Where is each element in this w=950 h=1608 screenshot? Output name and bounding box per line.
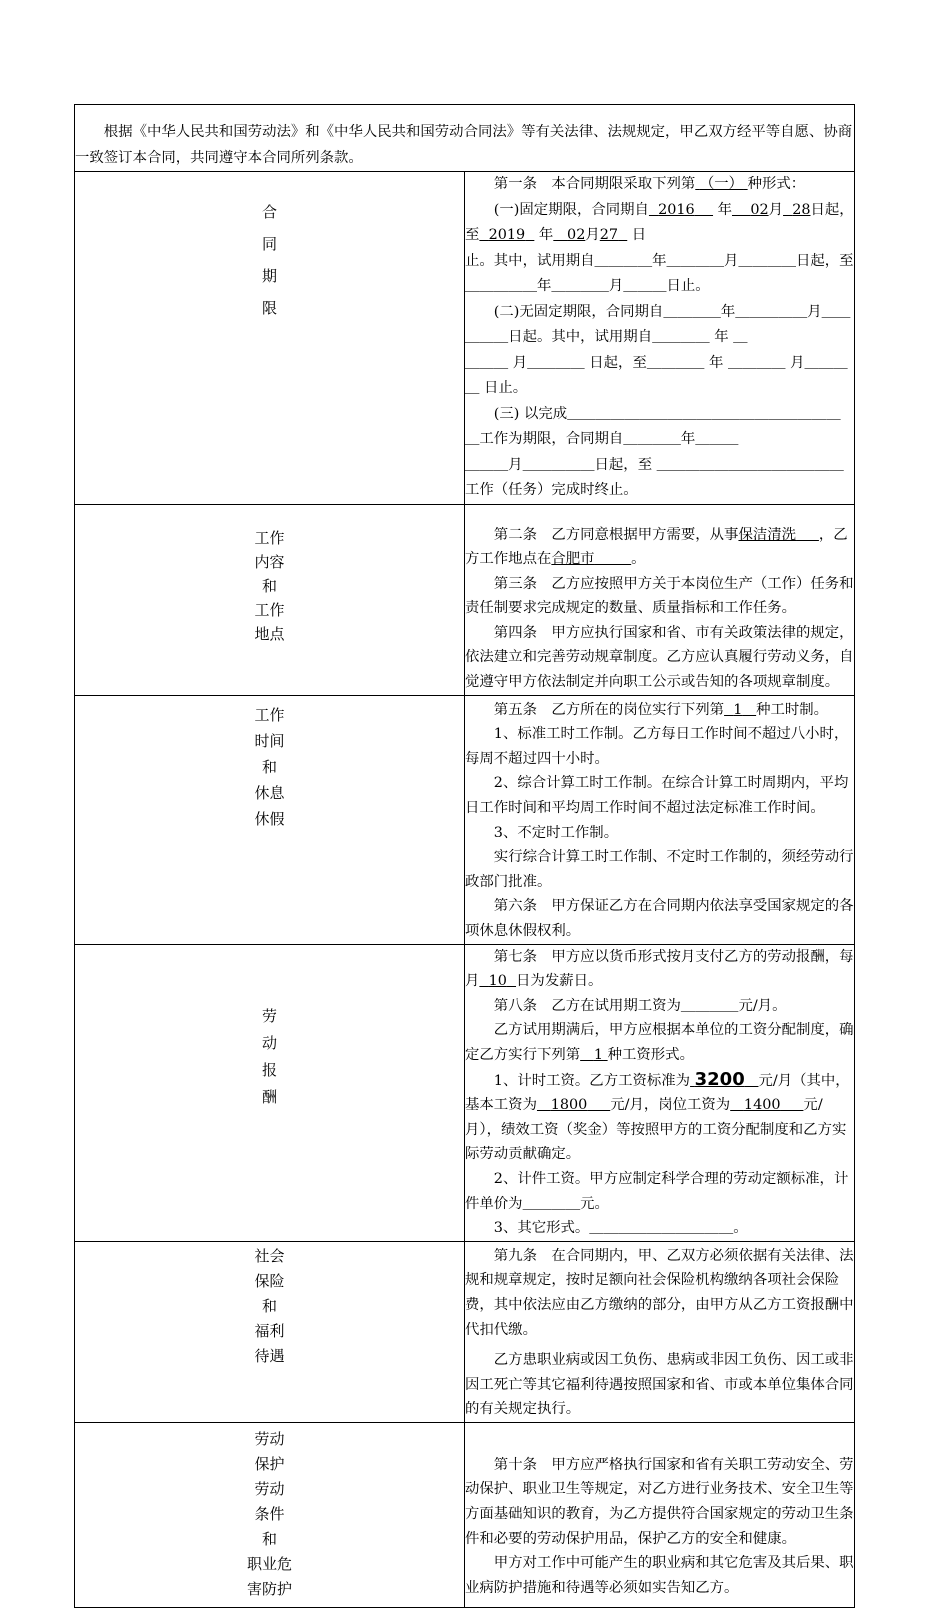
intro-text: 根据《中华人民共和国劳动法》和《中华人民共和国劳动合同法》等有关法律、法规规定，甲乙双方经平等自愿、协商一致签订本合同，共同遵守本合同所列条款。: [75, 124, 853, 166]
text: 第七条 甲方应以货币形式按月支付乙方的劳动报酬，每月: [465, 948, 854, 990]
hours-4: 实行综合计算工时工作制、不定时工作制的，须经劳动行政部门批准。: [465, 849, 854, 890]
label-char: 内容: [254, 552, 285, 571]
task-term: (三) 以完成＿＿＿＿＿＿＿＿＿＿＿＿＿＿＿＿＿＿＿＿工作为期限，合同期自＿＿＿＿年＿＿＿: [465, 405, 841, 447]
section-label-pay: [75, 944, 465, 1241]
article-10: 第十条 甲方应严格执行国家和省有关职工劳动安全、劳动保护、职业卫生等规定，对乙方进行业务技术、安全卫生等方面基础知识的教育，为乙方提供符合国家规定的劳动卫生条件和必要的劳动保护用品，保护乙方的安全和健康。: [465, 1456, 854, 1547]
article-1: [465, 172, 854, 198]
text: 种工时制。: [756, 701, 829, 718]
label-char: 地点: [254, 624, 285, 643]
pay-choice: [580, 1047, 607, 1063]
label-char: 和: [261, 757, 277, 776]
label-char: 时间: [254, 731, 285, 750]
value: 1400: [743, 1097, 781, 1114]
section-hours: [75, 695, 855, 944]
text: 第五条 乙方所在的岗位实行下列第: [493, 701, 725, 718]
pay-time-based: [465, 1068, 854, 1167]
section-label-term: [75, 172, 465, 505]
section-label-hours: [75, 695, 465, 944]
text: 种形式：: [747, 176, 806, 192]
label-char: 休息: [254, 783, 285, 802]
start-day: [783, 202, 810, 218]
label-char: 和: [261, 1530, 277, 1549]
label-char: 社会: [254, 1247, 285, 1266]
section-safety: [75, 1422, 855, 1607]
section-label-work: [75, 504, 465, 695]
job-field: [738, 527, 818, 543]
place-field: [551, 551, 631, 567]
end-month: [553, 227, 585, 243]
text: 日为发薪日。: [516, 973, 603, 990]
label-char: 劳动: [254, 1480, 285, 1499]
section-label-safety: [75, 1422, 465, 1607]
fixed-term: (一)固定期限，合同期自 2016 年 02月 28日起，至 2019 年 02月27 日: [465, 201, 854, 243]
text: 乙方试用期满后，甲方应根据本单位的工资分配制度，确定乙方实行下列第: [465, 1022, 854, 1063]
label-char: 和: [261, 1297, 277, 1316]
contract-table: [74, 104, 855, 1608]
article-5: [465, 698, 854, 723]
text: 元/月（其中，基本工资为: [465, 1072, 850, 1114]
label-char: 劳: [261, 1006, 277, 1025]
pay-other: 3、其它形式。＿＿＿＿＿＿＿＿＿＿。: [493, 1220, 748, 1237]
start-month: [732, 202, 769, 218]
salary-field: [690, 1068, 758, 1090]
section-body-term: [465, 172, 855, 505]
section-body-social: [465, 1241, 855, 1422]
article-7: [465, 945, 854, 994]
value: 27: [599, 227, 619, 243]
label-char: 动: [261, 1033, 277, 1052]
text: ，乙方工作地点在: [465, 526, 848, 568]
label-char: 工作: [254, 528, 285, 547]
label-char: 合: [261, 203, 277, 221]
open-term-cont: ＿＿＿ 月＿＿＿＿ 日起，至＿＿＿＿ 年 ＿＿＿＿ 月＿＿＿＿ 日止。: [465, 354, 848, 396]
label-char: 保险: [254, 1272, 285, 1291]
text: 第一条 本合同期限采取下列第: [493, 176, 696, 192]
text: 1、计时工资。乙方工资标准为: [493, 1072, 691, 1089]
label-char: 条件: [254, 1505, 285, 1524]
hours-1: 1、标准工时工作制。乙方每日工作时间不超过八小时，每周不超过四十小时。: [465, 726, 849, 767]
label-char: 职业危: [246, 1555, 292, 1574]
text: 元/月，岗位工资为: [610, 1097, 731, 1114]
intro-cell: [75, 105, 855, 172]
post-field: [730, 1097, 803, 1113]
section-body-pay: [465, 944, 855, 1241]
value: 02: [567, 227, 586, 243]
label-char: 福利: [254, 1322, 285, 1341]
value: 合肥市: [551, 551, 595, 568]
inform-duty: 甲方对工作中可能产生的职业病和其它危害及其后果、职业病防护措施和待遇等必须如实告知乙方。: [465, 1555, 854, 1596]
start-year: [649, 202, 713, 218]
label-char: 害防护: [246, 1580, 292, 1599]
article-6: 第六条 甲方保证乙方在合同期内依法享受国家规定的各项休息休假权利。: [465, 898, 854, 939]
label-char: 同: [261, 235, 277, 253]
label-char: 报: [261, 1060, 277, 1079]
article-3: 第三条 乙方应按照甲方关于本岗位生产（工作）任务和责任制要求完成规定的数量、质量指标和工作任务。: [465, 575, 854, 617]
label-char: 工作: [254, 600, 285, 619]
value: 1: [733, 701, 743, 718]
article-8: 第八条 乙方在试用期工资为＿＿＿＿元/月。: [493, 997, 787, 1014]
text: (一)固定期限，合同期自: [493, 201, 649, 218]
section-pay: [75, 944, 855, 1241]
term-choice: [695, 176, 747, 192]
value: 2019: [488, 227, 526, 243]
section-work: [75, 504, 855, 695]
value: 1800: [550, 1097, 588, 1114]
fixed-trial: 止。其中，试用期自＿＿＿＿年＿＿＿＿月＿＿＿＿日起，至＿＿＿＿＿年＿＿＿＿月＿＿＿日止。: [465, 252, 854, 294]
article-9: 第九条 在合同期内，甲、乙双方必须依据有关法律、法规和规章规定，按时足额向社会保险机构缴纳各项社会保险费，其中依法应由乙方缴纳的部分，由甲方从乙方工资报酬中代扣代缴。: [465, 1247, 854, 1338]
text: 元/月），绩效工资（奖金）等按照甲方的工资分配制度和乙方实际劳动贡献确定。: [465, 1097, 847, 1163]
label-char: 保护: [254, 1455, 285, 1474]
payday-field: [479, 973, 516, 989]
salary-value: 3200: [694, 1068, 745, 1090]
value: 保洁清洗: [738, 526, 797, 543]
section-body-work: [465, 504, 855, 695]
section-term: [75, 172, 855, 505]
label-char: 待遇: [254, 1347, 285, 1366]
label-char: 休假: [254, 809, 285, 828]
value: 28: [792, 201, 811, 218]
label-char: 酬: [261, 1087, 277, 1106]
label-char: 限: [261, 299, 277, 317]
label-char: 期: [261, 267, 277, 285]
section-social: [75, 1241, 855, 1422]
value: 2016: [658, 201, 695, 218]
pay-piece: 2、计件工资。甲方应制定科学合理的劳动定额标准，计件单价为＿＿＿＿元。: [465, 1170, 849, 1212]
label-char: 和: [261, 576, 277, 595]
section-body-safety: [465, 1422, 855, 1607]
text: 第二条 乙方同意根据甲方需要，从事: [493, 526, 739, 543]
text: 种工资形式。: [607, 1046, 694, 1063]
section-label-social: [75, 1241, 465, 1422]
value: 02: [750, 201, 769, 218]
label-char: 工作: [254, 705, 285, 724]
open-term: (二)无固定期限，合同期自＿＿＿＿年＿＿＿＿＿月＿＿＿＿＿日起。其中，试用期自＿＿＿＿ 年 ＿: [465, 303, 851, 345]
value: 1: [593, 1046, 604, 1063]
pay-after-trial: [465, 1018, 854, 1067]
value: 10: [488, 973, 507, 990]
section-body-hours: [465, 695, 855, 944]
end-year: [479, 227, 534, 243]
hours-3: 3、不定时工作制。: [493, 824, 619, 841]
hours-choice: [724, 702, 756, 718]
base-field: [537, 1097, 610, 1113]
value: （一）: [699, 176, 744, 192]
task-term-cont: ＿＿＿月＿＿＿＿＿日起，至 ＿＿＿＿＿＿＿＿＿＿＿＿＿工作（任务）完成时终止。: [465, 456, 844, 498]
end-day: [600, 227, 627, 243]
hours-2: 2、综合计算工时工作制。在综合计算工时周期内，平均日工作时间和平均周工作时间不超过法定标准工作时间。: [465, 775, 849, 817]
benefits: 乙方患职业病或因工负伤、患病或非因工负伤、因工或非因工死亡等其它福利待遇按照国家和省、市或本单位集体合同的有关规定执行。: [465, 1352, 854, 1418]
label-char: 劳动: [254, 1430, 285, 1449]
article-4: 第四条 甲方应执行国家和省、市有关政策法律的规定，依法建立和完善劳动规章制度。乙方应认真履行劳动义务，自觉遵守甲方依法制定并向职工公示或告知的各项规章制度。: [465, 624, 854, 691]
article-2: 第二条 乙方同意根据甲方需要，从事保洁清洗 ，乙方工作地点在合肥市 。: [465, 526, 848, 568]
